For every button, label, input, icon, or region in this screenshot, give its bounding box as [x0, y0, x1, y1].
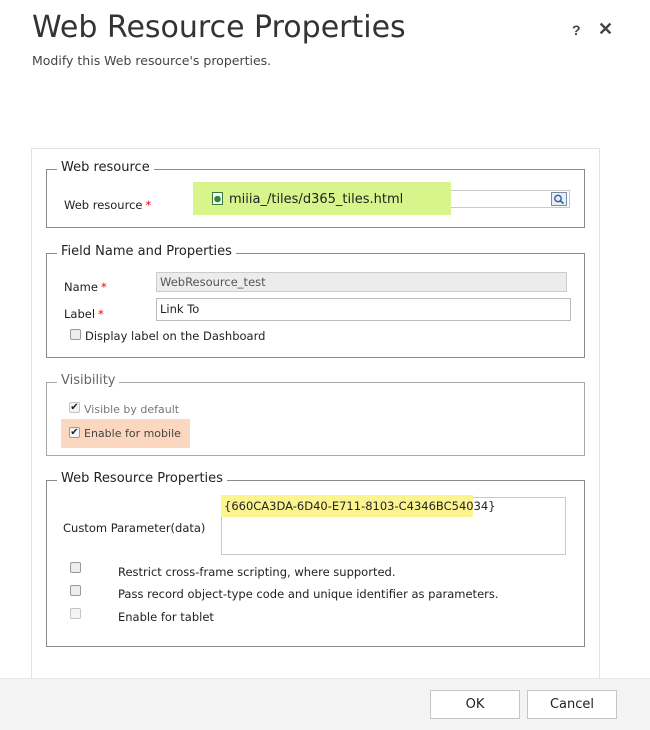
html-file-icon [212, 192, 223, 205]
display-label-text: Display label on the Dashboard [85, 329, 266, 343]
custom-parameter-value[interactable]: {660CA3DA-6D40-E711-8103-C4346BC54034} [224, 499, 496, 513]
web-resource-properties-legend: Web Resource Properties [57, 471, 227, 486]
label-label [64, 307, 104, 321]
dialog-title: Web Resource Properties [32, 10, 406, 45]
required-marker: * [145, 198, 152, 212]
enable-tablet-label: Enable for tablet [118, 610, 214, 624]
help-button[interactable]: ? [572, 22, 581, 38]
label-label-text: Label [64, 307, 96, 321]
visibility-group [46, 373, 585, 456]
enable-mobile-checkbox[interactable]: ✔ [70, 427, 79, 438]
ok-button[interactable]: OK [430, 690, 520, 719]
web-resource-properties-group [46, 471, 585, 647]
properties-panel [31, 148, 600, 680]
web-resource-legend: Web resource [57, 160, 154, 175]
close-button[interactable]: ✕ [598, 19, 614, 39]
dialog-subtitle: Modify this Web resource's properties. [32, 53, 272, 68]
display-label-checkbox[interactable] [70, 329, 81, 340]
restrict-scripting-label: Restrict cross-frame scripting, where supported. [118, 565, 396, 579]
cancel-button[interactable]: Cancel [527, 690, 617, 719]
name-label-text: Name [64, 280, 98, 294]
restrict-scripting-checkbox[interactable] [70, 562, 81, 573]
name-label [64, 280, 107, 294]
label-input[interactable]: Link To [156, 298, 571, 321]
web-resource-value[interactable]: miiia_/tiles/d365_tiles.html [229, 192, 404, 207]
required-marker: * [98, 307, 104, 321]
web-resource-label-text: Web resource [64, 198, 143, 212]
field-properties-legend: Field Name and Properties [57, 244, 236, 259]
enable-tablet-checkbox [70, 608, 81, 619]
pass-record-label: Pass record object-type code and unique identifier as parameters. [118, 587, 499, 601]
visible-by-default-checkbox: ✔ [70, 402, 79, 413]
visibility-legend: Visibility [57, 373, 119, 388]
custom-parameter-label: Custom Parameter(data) [63, 521, 206, 535]
dialog-footer [0, 678, 650, 730]
lookup-icon[interactable] [551, 192, 567, 206]
pass-record-checkbox[interactable] [70, 585, 81, 596]
name-input: WebResource_test [156, 272, 567, 292]
visible-by-default-label: Visible by default [84, 403, 180, 416]
web-resource-label [64, 198, 151, 212]
web-resource-group [46, 160, 585, 228]
required-marker: * [100, 280, 107, 294]
field-properties-group [46, 244, 585, 358]
enable-mobile-label: Enable for mobile [84, 427, 181, 440]
